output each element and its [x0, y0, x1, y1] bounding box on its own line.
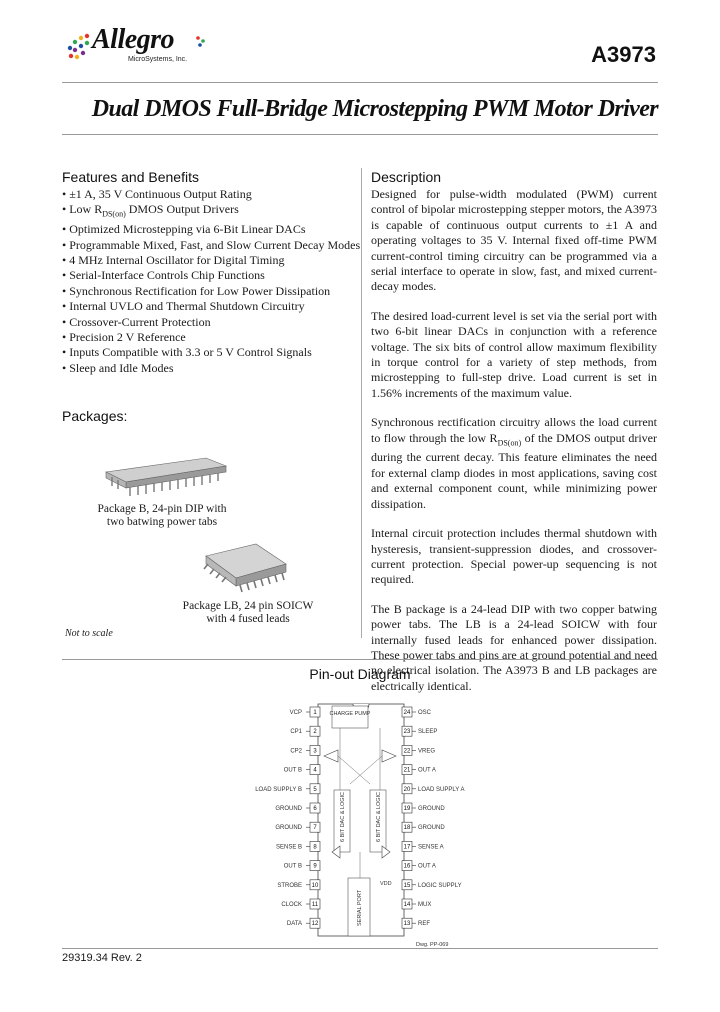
soic-caption: Package LB, 24 pin SOICW with 4 fused leads: [182, 600, 314, 625]
column-divider: [361, 168, 362, 638]
pin-number: 9: [313, 863, 317, 870]
pinout-diagram: [240, 700, 480, 950]
feature-item: • Crossover-Current Protection: [62, 314, 211, 329]
pin-label: OSC: [418, 710, 432, 716]
pin-number: 12: [311, 921, 319, 928]
logo-subtext: MicroSystems, Inc.: [128, 56, 188, 63]
pin-number: 20: [403, 786, 411, 793]
description-body: [371, 187, 657, 708]
part-number: A3973: [591, 42, 656, 67]
pin-label: VREG: [418, 748, 436, 755]
pin-number: 10: [311, 882, 319, 889]
scale-note: Not to scale: [65, 628, 113, 639]
left-pin-group: [255, 707, 320, 928]
pin-number: 17: [403, 844, 411, 851]
pin-label: CP1: [290, 729, 302, 736]
feature-item: • ±1 A, 35 V Continuous Output Rating: [62, 187, 252, 201]
features-list: [62, 187, 362, 376]
soic-package-image: [196, 542, 296, 600]
pin-number: 2: [313, 729, 317, 736]
right-pin-group: [402, 707, 464, 928]
feature-item: • Synchronous Rectification for Low Power Dissipation: [62, 283, 331, 298]
pin-number: 11: [311, 902, 319, 908]
pin-label: SENSE B: [275, 844, 302, 851]
pin-label: OUT B: [283, 767, 302, 774]
pin-number: 6: [313, 806, 317, 812]
feature-item: • Internal UVLO and Thermal Shutdown Circuitry: [62, 299, 305, 314]
pin-label: SLEEP: [418, 729, 438, 736]
pin-number: 8: [313, 844, 317, 851]
pin-label: MUX: [418, 902, 432, 908]
pin-number: 21: [403, 767, 411, 774]
feature-item: • Sleep and Idle Modes: [62, 360, 174, 375]
feature-item: • Low $R_{DS(on)}$ DMOS Output Drivers: [62, 202, 239, 219]
description-heading: Description: [371, 169, 442, 185]
pin-label: CP2: [290, 748, 302, 755]
pin-label: GROUND: [275, 825, 302, 832]
title-rule: [62, 134, 658, 135]
pin-label: OUT A: [418, 767, 436, 774]
description-paragraph: The desired load-current level is set via the serial port with two 6-bit linear DACs in conjunction with a reference voltage. The six bits of control allow maximum flexibility in torque control for a variety of step methods, from microstepping to full-step drive. Load current is set in 1.56% increments of the maximum value.: [371, 308, 657, 400]
pinout-rule: [62, 659, 658, 660]
description-paragraph: Internal circuit protection includes thermal shutdown with hysteresis, transient-suppression diodes, and crossover-current protection. Special power-up sequencing is not required.: [371, 526, 657, 587]
pin-number: 22: [403, 748, 411, 755]
dip-package-image: [96, 448, 236, 500]
dac-a-label: 6 BIT DAC & LOGIC: [376, 791, 382, 842]
pin-number: 16: [403, 863, 411, 870]
description-paragraph: Designed for pulse-width modulated (PWM) current control of bipolar microstepping stepper motors, the A3973 is capable of continuous output currents to ±1 A and operating voltages to 35 V. Internal fixed off-time PWM current-control timing circuitry can be programmed via a serial interface to operate in slow, fast, and mixed current-decay modes.: [371, 187, 657, 294]
vdd-label: VDD: [380, 881, 392, 887]
feature-item: • Programmable Mixed, Fast, and Slow Current Decay Modes: [62, 237, 361, 252]
pin-label: REF: [418, 921, 430, 928]
feature-item: • 4 MHz Internal Oscillator for Digital Timing: [62, 253, 285, 268]
footer-rule: [62, 948, 658, 949]
pin-number: 1: [313, 710, 317, 716]
pin-number: 7: [313, 825, 317, 832]
dac-b-label: 6 BIT DAC & LOGIC: [340, 791, 346, 842]
charge-pump-label: CHARGE PUMP: [329, 711, 371, 717]
pin-number: 19: [403, 806, 411, 812]
pin-number: 5: [313, 786, 317, 793]
pin-label: GROUND: [418, 806, 445, 812]
dip-caption: Package B, 24-pin DIP with two batwing power tabs: [97, 503, 227, 528]
pin-label: LOAD SUPPLY A: [418, 786, 465, 793]
pin-label: SENSE A: [418, 844, 444, 851]
description-paragraph: Synchronous rectification circuitry allows the load current to flow through the low $R_{DS(on)}$ of the DMOS output driver during the current decay. This feature eliminates the need for external clamp diodes in most applications, saving cost and external component count, while minimizing power dissipation.: [371, 415, 658, 511]
feature-item: • Optimized Microstepping via 6-Bit Linear DACs: [62, 222, 306, 237]
pin-label: LOAD SUPPLY B: [255, 786, 302, 793]
pin-number: 13: [403, 921, 411, 928]
pin-number: 15: [403, 882, 411, 889]
feature-item: • Precision 2 V Reference: [62, 330, 186, 345]
logo-wordmark: Allegro: [92, 24, 175, 55]
pin-label: CLOCK: [281, 902, 302, 908]
drawing-number: Dwg. PP-069: [416, 942, 449, 948]
feature-item: • Inputs Compatible with 3.3 or 5 V Control Signals: [62, 345, 312, 360]
pin-label: LOGIC SUPPLY: [418, 882, 462, 889]
description-paragraph: The B package is a 24-lead DIP with two copper batwing power tabs. The LB is a 24-lead SOICW with four internally fused leads for enhanced power dissipation. These power tabs and pins are at ground potential and need no electrical isolation. The A3973 B and LB packages are electrically identical.: [371, 601, 657, 693]
page-title: Dual DMOS Full-Bridge Microstepping PWM Motor Driver: [91, 96, 658, 122]
pin-label: GROUND: [418, 825, 445, 832]
features-heading: Features and Benefits: [62, 169, 199, 185]
feature-item: • Serial-Interface Controls Chip Functions: [62, 268, 265, 283]
pin-number: 18: [403, 825, 411, 832]
charge-pump-block: [332, 706, 368, 728]
pin-label: VCP: [289, 710, 302, 716]
pin-number: 4: [313, 767, 317, 774]
header-rule: [62, 82, 658, 83]
pin-label: STROBE: [277, 882, 302, 889]
pin-label: OUT A: [418, 863, 436, 870]
pin-number: 14: [403, 902, 411, 908]
pin-number: 24: [403, 710, 411, 716]
serial-port-label: SERIAL PORT: [357, 889, 363, 926]
document-number: 29319.34 Rev. 2: [62, 952, 142, 964]
pin-label: DATA: [286, 921, 302, 928]
pin-number: 23: [403, 729, 411, 736]
pin-label: GROUND: [275, 806, 302, 812]
pin-label: OUT B: [283, 863, 302, 870]
pinout-heading: Pin-out Diagram: [309, 666, 411, 682]
packages-heading: Packages:: [62, 408, 128, 424]
pin-number: 3: [313, 748, 317, 755]
